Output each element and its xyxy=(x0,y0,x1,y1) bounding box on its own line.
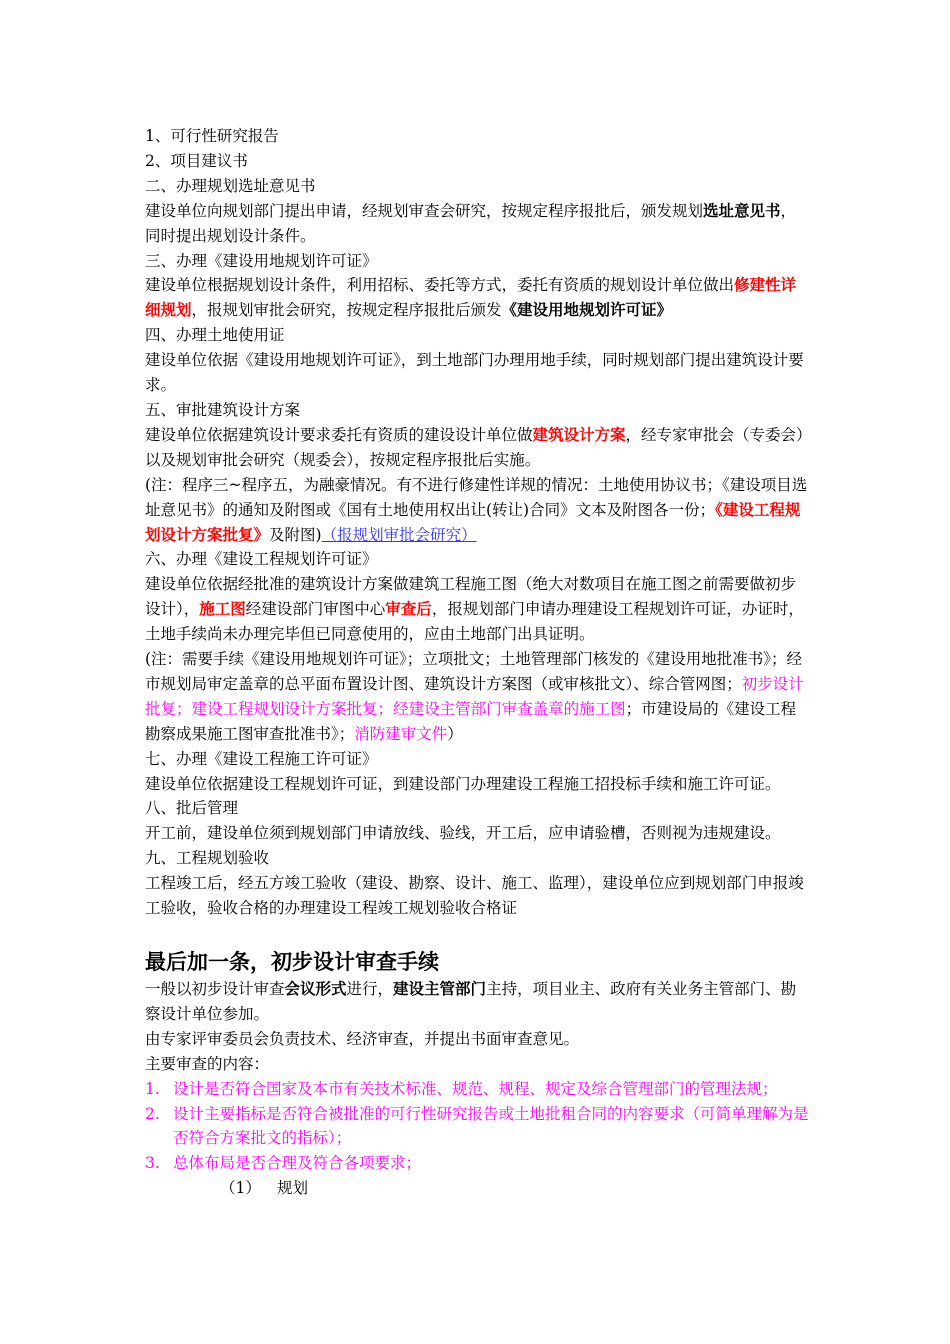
paragraph: 开工前，建设单位须到规划部门申请放线、验线，开工后，应申请验槽，否则视为违规建设。九、工程规划验收 xyxy=(145,824,781,868)
list-item: 1、可行性研究报告 xyxy=(145,127,279,145)
paragraph: 建设单位根据规划设计条件，利用招标、委托等方式，委托有资质的规划设计单位做出修建性详细规划，报规划审批会研究，按规定程序报批后颁发《建设用地规划许可证》 xyxy=(145,275,797,320)
paragraph: 建设单位向规划部门提出申请，经规划审查会研究，按规定程序报批后，颁发规划选址意见书，同时提出规划设计条件。 xyxy=(145,200,797,245)
section-heading: 二、办理规划选址意见书 xyxy=(145,176,316,195)
list-item: 2、项目建议书 xyxy=(145,151,248,170)
note: (注：需要手续《建设用地规划许可证》；立项批文；土地管理部门核发的《建设用地批准书》；经市规划局审定盖章的总平面布置设计图、建筑设计方案图（或审核批文）、综合管网图；初步设计批复；建设工程规划设计方案批复；经建设主管部门审查盖章的施工图；市建设局的《建设工程勘察成果施工图审查批准书》；消防建审文件） xyxy=(145,650,804,743)
paragraph: 由专家评审委员会负责技术、经济审查，并提出书面审查意见。 xyxy=(145,1029,580,1048)
paragraph: 建设单位依据建筑设计要求委托有资质的建设设计单位做建筑设计方案，经专家审批会（专委会）以及规划审批会研究（规委会），按规定程序报批后实施。 xyxy=(145,424,804,469)
list-item: 2. 设计主要指标是否符合被批准的可行性研究报告或土地批租合同的内容要求（可简单理解为是否符合方案批文的指标）； xyxy=(145,1104,809,1148)
paragraph: 主要审查的内容： xyxy=(145,1054,270,1073)
section-heading: 六、办理《建设工程规划许可证》 xyxy=(145,550,378,569)
section-heading: 五、审批建筑设计方案 xyxy=(145,400,301,419)
list-item: 1. 设计是否符合国家及本市有关技术标准、规范、规程、规定及综合管理部门的管理法规； xyxy=(145,1079,778,1098)
paragraph: 建设单位依据建设工程规划许可证，到建设部门办理建设工程施工招投标手续和施工许可证。 xyxy=(145,774,781,793)
list-item: 3. 总体布局是否合理及符合各项要求； xyxy=(145,1154,422,1173)
paragraph: 一般以初步设计审查会议形式进行，建设主管部门主持，项目业主、政府有关业务主管部门、勘察设计单位参加。 xyxy=(145,979,797,1023)
section-heading: 三、办理《建设用地规划许可证》 xyxy=(145,251,378,270)
final-section-title: 最后加一条，初步设计审查手续 xyxy=(145,949,439,974)
paragraph: 建设单位依据经批准的建筑设计方案做建筑工程施工图（绝大对数项目在施工图之前需要做初步设计），施工图经建设部门审图中心审查后，报规划部门申请办理建设工程规划许可证，办证时，土地手续尚未办理完毕但已同意使用的，应由土地部门出具证明。 xyxy=(145,575,804,644)
section-heading: 七、办理《建设工程施工许可证》 xyxy=(145,749,378,768)
note: (注：程序三~程序五，为融豪情况。有不进行修建性详规的情况：土地使用协议书；《建设项目选址意见书》的通知及附图或《国有土地使用权出让(转让)合同》文本及附图各一份；《建设工程规划设计方案批复》及附图)（报规划审批会研究） xyxy=(145,475,808,544)
sub-list-item: （1） 规划 xyxy=(220,1179,309,1198)
section-heading: 八、批后管理 xyxy=(145,799,239,818)
paragraph: 工程竣工后，经五方竣工验收（建设、勘察、设计、施工、监理），建设单位应到规划部门申报竣工验收，验收合格的办理建设工程竣工规划验收合格证 xyxy=(145,874,804,918)
paragraph: 建设单位依据《建设用地规划许可证》，到土地部门办理用地手续，同时规划部门提出建筑设计要求。 xyxy=(145,351,804,395)
review-link[interactable]: （报规划审批会研究） xyxy=(321,525,477,544)
review-items-list xyxy=(145,1077,810,1177)
section-heading: 四、办理土地使用证 xyxy=(145,326,285,345)
document-page xyxy=(145,124,810,1201)
